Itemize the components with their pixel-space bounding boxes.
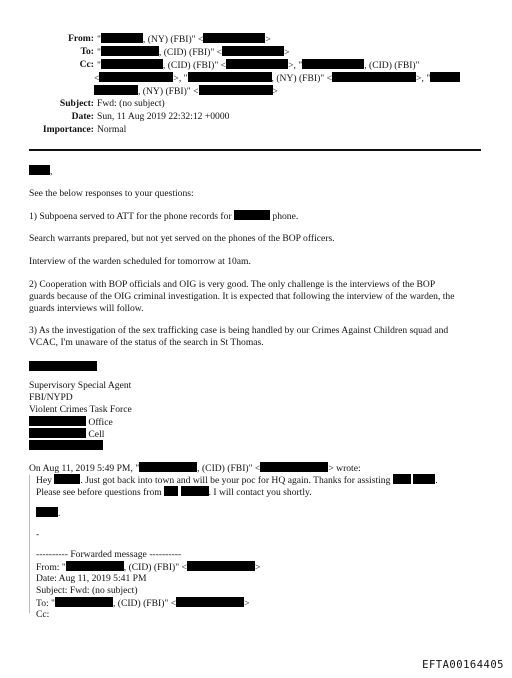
bates-number: EFTA00164405 bbox=[422, 659, 504, 671]
forward-cc: Cc: bbox=[36, 609, 50, 620]
item-2-line-2: guards because of the OIG criminal investigation. It is expected that following the interview of the warden, the bbox=[29, 291, 455, 302]
subject-value: Fwd: (no subject) bbox=[97, 98, 165, 109]
date-value: Sun, 11 Aug 2019 22:32:12 +0000 bbox=[97, 111, 230, 122]
redaction-block bbox=[203, 33, 265, 43]
redaction-block bbox=[181, 486, 209, 496]
redaction-block bbox=[393, 474, 411, 484]
redaction-block bbox=[176, 597, 244, 607]
redaction-block bbox=[94, 85, 138, 95]
redaction-block bbox=[55, 597, 113, 607]
redaction-block bbox=[101, 46, 159, 56]
to-label: To: bbox=[80, 46, 94, 57]
reply-signoff: . bbox=[36, 507, 60, 520]
forward-separator: ---------- Forwarded message ---------- bbox=[36, 549, 182, 560]
redaction-block bbox=[234, 210, 270, 220]
redaction-block bbox=[188, 72, 272, 82]
redaction-block bbox=[54, 474, 80, 484]
redaction-block bbox=[29, 440, 103, 450]
item-3-line-2: VCAC, I'm unaware of the status of the search in St Thomas. bbox=[29, 337, 264, 348]
header-divider bbox=[29, 149, 481, 151]
item-2-line-3: guards interviews will follow. bbox=[29, 303, 144, 314]
reply-dash: - bbox=[36, 529, 40, 540]
redaction-block bbox=[66, 561, 124, 571]
redaction-block bbox=[226, 59, 288, 69]
forward-to: To: " , (CID) (FBI)" < > bbox=[36, 598, 250, 609]
redaction-block bbox=[199, 85, 273, 95]
from-label: From: bbox=[68, 33, 94, 44]
signature-title: Supervisory Special Agent bbox=[29, 380, 132, 391]
redaction-block bbox=[29, 361, 97, 371]
redaction-block bbox=[302, 59, 364, 69]
redaction-block bbox=[430, 72, 460, 82]
redaction-block bbox=[99, 72, 173, 82]
redaction-block bbox=[260, 462, 328, 472]
redaction-block bbox=[101, 59, 163, 69]
warrant-text: Search warrants prepared, but not yet served on the phones of the BOP officers. bbox=[29, 233, 335, 244]
redaction-block bbox=[29, 416, 86, 426]
cc-label: Cc: bbox=[79, 59, 94, 70]
item-1: 1) Subpoena served to ATT for the phone records for phone. bbox=[29, 211, 299, 222]
redaction-block bbox=[413, 474, 435, 484]
cc-line-1: " , (CID) (FBI)" < >, " , (CID) (FBI)" bbox=[97, 60, 420, 71]
redaction-block bbox=[139, 462, 197, 472]
importance-label: Importance: bbox=[42, 124, 94, 135]
signature-name bbox=[29, 361, 97, 374]
redaction-block bbox=[101, 33, 143, 43]
redaction-block bbox=[332, 72, 416, 82]
importance-value: Normal bbox=[97, 124, 127, 135]
forward-from: From: " , (CID) (FBI)" < > bbox=[36, 562, 261, 573]
from-value: " , (NY) (FBI)" < > bbox=[97, 34, 271, 45]
signature-cell: Cell bbox=[29, 428, 104, 441]
reply-line-2: Please see before questions from . I will contact you shortly. bbox=[36, 487, 312, 498]
interview-text: Interview of the warden scheduled for tomorrow at 10am. bbox=[29, 256, 251, 267]
date-label: Date: bbox=[71, 111, 94, 122]
item-3-line-1: 3) As the investigation of the sex trafficking case is being handled by our Crimes Against Children squad and bbox=[29, 325, 449, 336]
signature-unit: Violent Crimes Task Force bbox=[29, 404, 132, 415]
to-value: " , (CID) (FBI)" < > bbox=[97, 47, 290, 58]
signature-office: Office bbox=[29, 416, 113, 429]
subject-label: Subject: bbox=[59, 98, 94, 109]
reply-header: On Aug 11, 2019 5:49 PM, " , (CID) (FBI)" < > wrote: bbox=[29, 463, 361, 474]
redaction-block bbox=[29, 428, 86, 438]
cc-line-2: < >, " , (NY) (FBI)" < >, " bbox=[94, 72, 460, 85]
intro-text: See the below responses to your questions: bbox=[29, 188, 194, 199]
forward-date: Date: Aug 11, 2019 5:41 PM bbox=[36, 573, 147, 584]
redaction-block bbox=[222, 46, 284, 56]
redaction-block bbox=[29, 165, 50, 175]
redaction-block bbox=[187, 561, 255, 571]
signature-org: FBI/NYPD bbox=[29, 392, 73, 403]
forward-subject: Subject: Fwd: (no subject) bbox=[36, 585, 138, 596]
greeting: , bbox=[29, 165, 52, 178]
cc-line-3: , (NY) (FBI)" < > bbox=[94, 85, 278, 98]
item-2-line-1: 2) Cooperation with BOP officials and OIG is very good. The only challenge is the interviews of the BOP bbox=[29, 279, 436, 290]
redaction-block bbox=[164, 486, 178, 496]
quote-bar bbox=[29, 475, 30, 613]
signature-email bbox=[29, 440, 103, 453]
redaction-block bbox=[36, 507, 58, 517]
reply-line-1: Hey . Just got back into town and will be your poc for HQ again. Thanks for assisting . bbox=[36, 475, 438, 486]
